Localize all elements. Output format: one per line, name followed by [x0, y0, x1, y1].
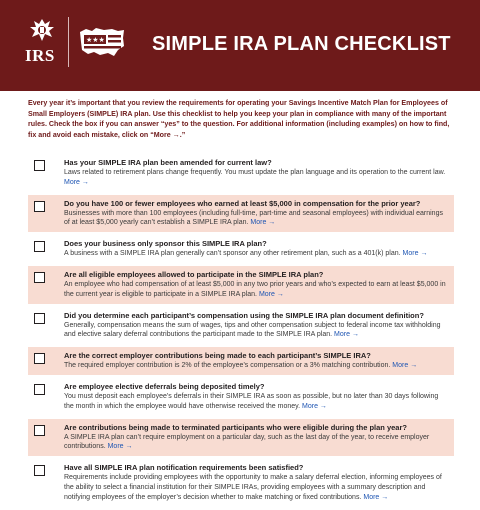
irs-logo-text: IRS	[25, 46, 55, 65]
checklist-item	[28, 235, 454, 263]
header-banner	[0, 0, 480, 91]
more-link-label: More	[402, 250, 419, 258]
checklist-item-title: Are employee elective deferrals being deposited timely?	[64, 381, 265, 391]
more-link-label: More	[258, 290, 275, 298]
checklist-item	[28, 347, 454, 375]
checklist-checkbox[interactable]	[34, 465, 45, 476]
more-link[interactable]	[392, 362, 417, 369]
arrow-right-icon: →	[420, 250, 428, 258]
arrow-right-icon: →	[268, 219, 276, 227]
arrow-right-icon: →	[276, 290, 284, 298]
arrow-right-icon: →	[410, 362, 418, 370]
checklist-item-description	[64, 361, 448, 371]
more-link[interactable]	[64, 179, 89, 186]
more-link[interactable]	[250, 219, 275, 226]
more-link[interactable]	[363, 494, 388, 501]
checklist-checkbox[interactable]	[34, 201, 45, 212]
more-link[interactable]	[108, 443, 133, 450]
checklist-item-description	[64, 209, 448, 229]
page-title: SIMPLE IRA PLAN CHECKLIST	[152, 33, 451, 55]
checklist-item	[28, 307, 454, 345]
checklist-item-description-text: An employee who had compensation of at least $5,000 in any two prior years and who’s expected to earn at least $5,000 in the current year is eligible to participate in a SIMPLE IRA plan.	[64, 280, 446, 298]
checklist-item-description-text: Businesses with more than 100 employees (including full-time, part-time and seasonal employees) with individual earnings of at least $5,000 yearly can’t establish a SIMPLE IRA plan.	[64, 209, 443, 227]
checklist-item	[28, 378, 454, 416]
checklist-checkbox[interactable]	[34, 160, 45, 171]
checklist-checkbox[interactable]	[34, 353, 45, 364]
arrow-right-icon: →	[81, 178, 89, 186]
checklist-item-description-text: A business with a SIMPLE IRA plan generally can’t sponsor any other retirement plan, such as a 401(k) plan.	[64, 250, 401, 258]
checklist	[28, 154, 454, 510]
more-link-label: More	[334, 331, 350, 339]
checklist-checkbox[interactable]	[34, 384, 45, 395]
checklist-checkbox[interactable]	[34, 425, 45, 436]
checklist-item-description	[64, 433, 448, 453]
checklist-item-description	[64, 392, 448, 412]
checklist-item-description	[64, 321, 448, 341]
more-link[interactable]	[403, 250, 428, 257]
arrow-right-icon: →	[319, 402, 327, 410]
intro-text: Every year it’s important that you review the requirements for operating your Savings Incentive Match Plan for Employees of Small Employers (SIMPLE) IRA plan. Use this checklist to help you keep your plan in compliance with many of the important rules. Check the box if you can answer “yes” to the question. For additional information (including examples) on how to find, fix and avoid each mistake, click on “More →.”	[28, 99, 450, 139]
checklist-item-description-text: Laws related to retirement plans change frequently. You must update the plan language and its operation to the current law.	[64, 169, 446, 176]
checklist-checkbox[interactable]	[34, 241, 45, 252]
checklist-item-description-text: Requirements include providing employees with the opportunity to make a salary deferral election, informing employees of the ability to select a financial institution for their SIMPLE IRAs, providing employees with a summary description and notifying employees of the employer’s decision whether to make matching or fixed contributions.	[64, 474, 442, 501]
more-link-label: More	[107, 443, 124, 451]
checklist-item-title: Has your SIMPLE IRA plan been amended for current law?	[64, 158, 272, 167]
checklist-item-title: Did you determine each participant’s compensation using the SIMPLE IRA plan document definition?	[64, 310, 424, 320]
checklist-item-description-text: Generally, compensation means the sum of wages, tips and other compensation subject to federal income tax withholding and elective salary deferral contributions the participant made to the SIMPLE IRA plan.	[64, 321, 441, 339]
checklist-item-title: Do you have 100 or fewer employees who earned at least $5,000 in compensation for the prior year?	[64, 198, 421, 208]
more-link-label: More	[64, 178, 80, 186]
checklist-item-description-text: The required employer contribution is 2% of the employee’s compensation or a 3% matching contribution.	[64, 362, 391, 370]
logo-divider	[68, 17, 69, 67]
more-link-label: More	[392, 362, 409, 370]
checklist-item	[28, 419, 454, 457]
checklist-item-description-text: A SIMPLE IRA plan can’t require employment on a particular day, such as the last day of the year, to receive employer contributions.	[64, 433, 430, 451]
checklist-item-description-text: You must deposit each employee’s deferrals in their SIMPLE IRA as soon as possible, but no later than 30 days following the month in which the employee would have otherwise received the money.	[64, 392, 439, 410]
more-link-label: More	[363, 493, 380, 501]
checklist-item-title: Are the correct employer contributions being made to each participant’s SIMPLE IRA?	[64, 351, 371, 361]
checklist-item-description	[64, 280, 448, 300]
arrow-right-icon: →	[351, 331, 359, 339]
irs-eagle-icon	[28, 17, 56, 43]
checklist-item	[28, 154, 454, 192]
more-link-label: More	[250, 219, 267, 227]
checklist-item-description	[64, 249, 448, 259]
more-link-label: More	[302, 402, 318, 410]
arrow-right-icon: →	[125, 443, 133, 451]
us-flag-icon	[78, 26, 126, 58]
checklist-item	[28, 195, 454, 233]
checklist-item	[28, 266, 454, 304]
checklist-checkbox[interactable]	[34, 272, 45, 283]
more-link[interactable]	[334, 331, 359, 338]
more-link[interactable]	[302, 403, 327, 410]
checklist-item-description	[64, 473, 448, 502]
checklist-item-description	[64, 168, 448, 188]
arrow-right-icon: →	[381, 493, 389, 501]
checklist-checkbox[interactable]	[34, 313, 45, 324]
checklist-item-title: Have all SIMPLE IRA plan notification requirements been satisfied?	[64, 463, 304, 473]
checklist-item-title: Does your business only sponsor this SIMPLE IRA plan?	[64, 239, 267, 249]
checklist-item-title: Are all eligible employees allowed to participate in the SIMPLE IRA plan?	[64, 269, 324, 279]
svg-text:★★★: ★★★	[86, 36, 105, 44]
checklist-item-title: Are contributions being made to terminated participants who were eligible during the plan year?	[64, 422, 407, 432]
more-link[interactable]	[259, 291, 284, 298]
checklist-item	[28, 459, 454, 506]
